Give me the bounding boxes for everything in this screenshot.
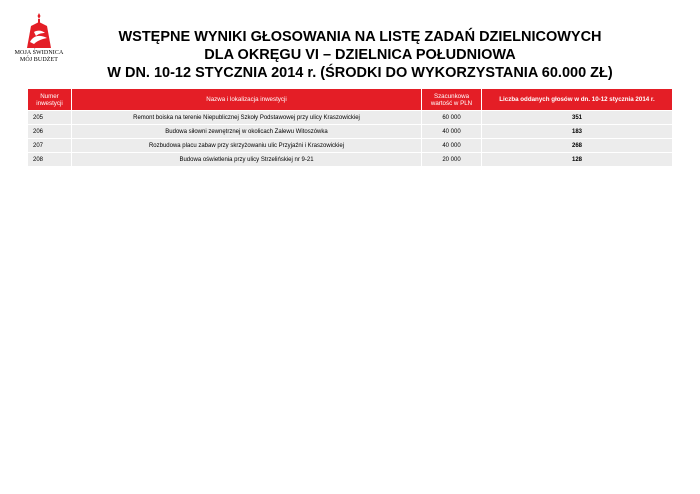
cell-votes: 351	[482, 111, 673, 125]
cell-value: 40 000	[422, 125, 482, 139]
page-title	[60, 28, 660, 82]
logo-text-line2: MÓJ BUDŻET	[19, 57, 59, 63]
table-header-row	[28, 89, 673, 111]
logo-text-line1: MOJA ŚWIDNICA	[14, 50, 64, 56]
title-line-3: W DN. 10-12 STYCZNIA 2014 r. (ŚRODKI DO WYKORZYSTANIA 60.000 ZŁ)	[107, 65, 613, 81]
header-number: Numer inwestycji	[28, 89, 72, 111]
cell-value: 20 000	[422, 153, 482, 167]
cell-name: Budowa siłowni zewnętrznej w okolicach Zalewu Witoszówka	[72, 125, 422, 139]
logo-emblem-icon	[21, 12, 57, 50]
cell-name: Rozbudowa placu zabaw przy skrzyżowaniu ulic Przyjaźni i Kraszowickiej	[72, 139, 422, 153]
cell-value: 60 000	[422, 111, 482, 125]
table-row	[28, 139, 673, 153]
cell-value: 40 000	[422, 139, 482, 153]
cell-name: Budowa oświetlenia przy ulicy Strzelińskiej nr 9-21	[72, 153, 422, 167]
cell-number: 208	[28, 153, 72, 167]
cell-votes: 128	[482, 153, 673, 167]
title-line-2: DLA OKRĘGU VI – DZIELNICA POŁUDNIOWA	[204, 47, 516, 63]
cell-number: 207	[28, 139, 72, 153]
cell-name: Remont boiska na terenie Niepublicznej Szkoły Podstawowej przy ulicy Kraszowickiej	[72, 111, 422, 125]
table-row	[28, 125, 673, 139]
table-row	[28, 153, 673, 167]
title-line-1: WSTĘPNE WYNIKI GŁOSOWANIA NA LISTĘ ZADAŃ DZIELNICOWYCH	[118, 29, 602, 45]
header-name: Nazwa i lokalizacja inwestycji	[72, 89, 422, 111]
cell-number: 205	[28, 111, 72, 125]
table-row	[28, 111, 673, 125]
header-value: Szacunkowa wartość w PLN	[422, 89, 482, 111]
cell-votes: 183	[482, 125, 673, 139]
results-table	[27, 88, 673, 167]
header-votes: Liczba oddanych głosów w dn. 10-12 stycznia 2014 r.	[482, 89, 673, 111]
cell-votes: 268	[482, 139, 673, 153]
cell-number: 206	[28, 125, 72, 139]
